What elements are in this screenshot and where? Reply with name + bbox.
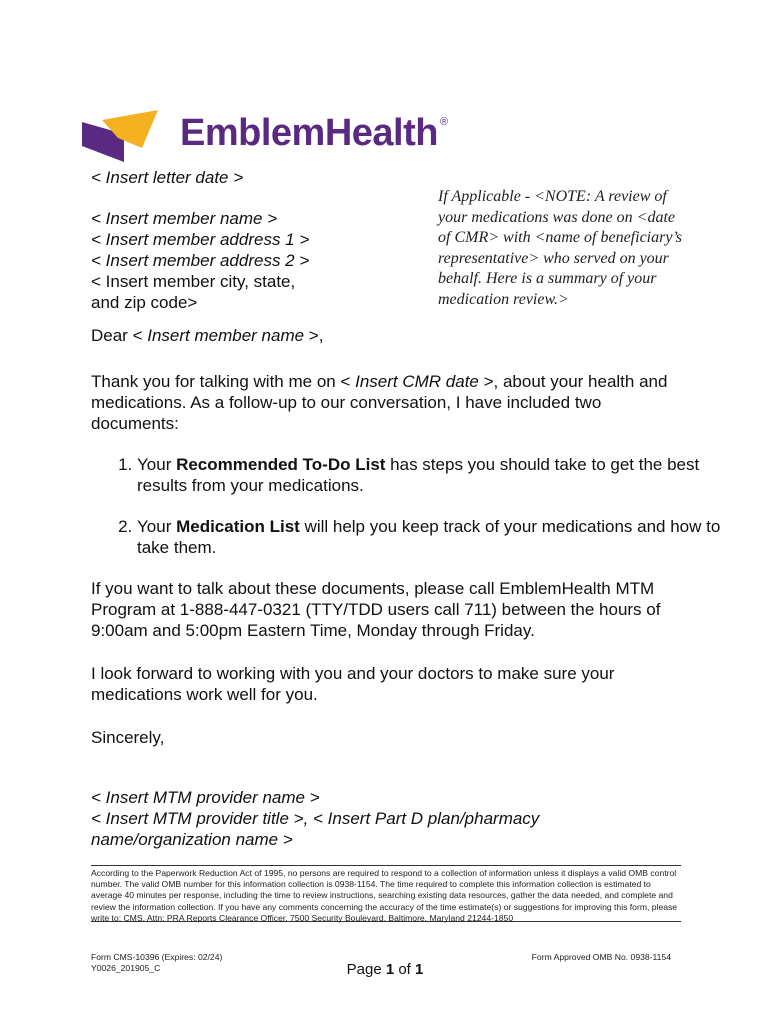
logo-mark-icon (80, 108, 170, 164)
letter-date: < Insert letter date > (91, 168, 244, 187)
emblemhealth-logo (80, 108, 510, 164)
documents-list (91, 454, 737, 578)
page-number: Page 1 of 1 (346, 961, 424, 978)
divider-top (91, 865, 681, 866)
registered-mark: ® (439, 116, 448, 128)
greeting: Dear < Insert member name >, (91, 326, 324, 345)
provider-block (91, 787, 691, 850)
member-address-block (91, 208, 411, 313)
contact-paragraph: If you want to talk about these documents, please call EmblemHealth MTM Program at 1-888-447-0321 (TTY/TDD users call 711) between the hours of 9:00am and 5:00pm Eastern Time, Monday through Friday. (91, 579, 661, 640)
provider-name: < Insert MTM provider name > (91, 788, 320, 807)
pra-statement: According to the Paperwork Reduction Act of 1995, no persons are required to respond to a collection of information unless it displays a valid OMB control number. The valid OMB number for this information collection is 0938-1154. The time required to complete this information collection is estimated to average 40 minutes per response, including the time to review instructions, searching existing data resources, gather the data needed, and complete and review the information collection. If you have any comments concerning the accuracy of the time estimate(s) or suggestions for improving this form, please write to: CMS, Attn: PRA Reports Clearance Officer, 7500 Security Boulevard, Baltimore, Maryland 21244-1850 (91, 868, 678, 923)
member-city-line-2: and zip code> (91, 293, 198, 312)
list-item: 1. Your Recommended To-Do List has steps you should take to get the best results from your medications. (137, 454, 737, 496)
member-address-1: < Insert member address 1 > (91, 230, 310, 249)
intro-paragraph: Thank you for talking with me on < Insert CMR date >, about your health and medications. As a follow-up to our conversation, I have included two documents: (91, 372, 668, 433)
cmr-note: If Applicable - <NOTE: A review of your medications was done on <date of CMR> with <name of beneficiary’s representative> who served on your behalf. Here is a summary of your medication review.> (438, 188, 682, 308)
member-name: < Insert member name > (91, 209, 278, 228)
omb-number: Form Approved OMB No. 0938-1154 (531, 952, 671, 962)
closing-paragraph: I look forward to working with you and your doctors to make sure your medications work well for you. (91, 664, 615, 704)
logo-wordmark: EmblemHealth ® (180, 112, 448, 154)
provider-title-line-1: < Insert MTM provider title >, < Insert Part D plan/pharmacy (91, 809, 540, 828)
member-city-line-1: < Insert member city, state, (91, 272, 296, 291)
divider-bottom (91, 921, 681, 922)
list-item: 2. Your Medication List will help you keep track of your medications and how to take them. (137, 516, 737, 558)
member-address-2: < Insert member address 2 > (91, 251, 310, 270)
form-id: Form CMS-10396 (Expires: 02/24) (91, 952, 223, 962)
signoff: Sincerely, (91, 728, 165, 747)
provider-title-line-2: name/organization name > (91, 830, 293, 849)
doc-code: Y0026_201905_C (91, 963, 161, 973)
